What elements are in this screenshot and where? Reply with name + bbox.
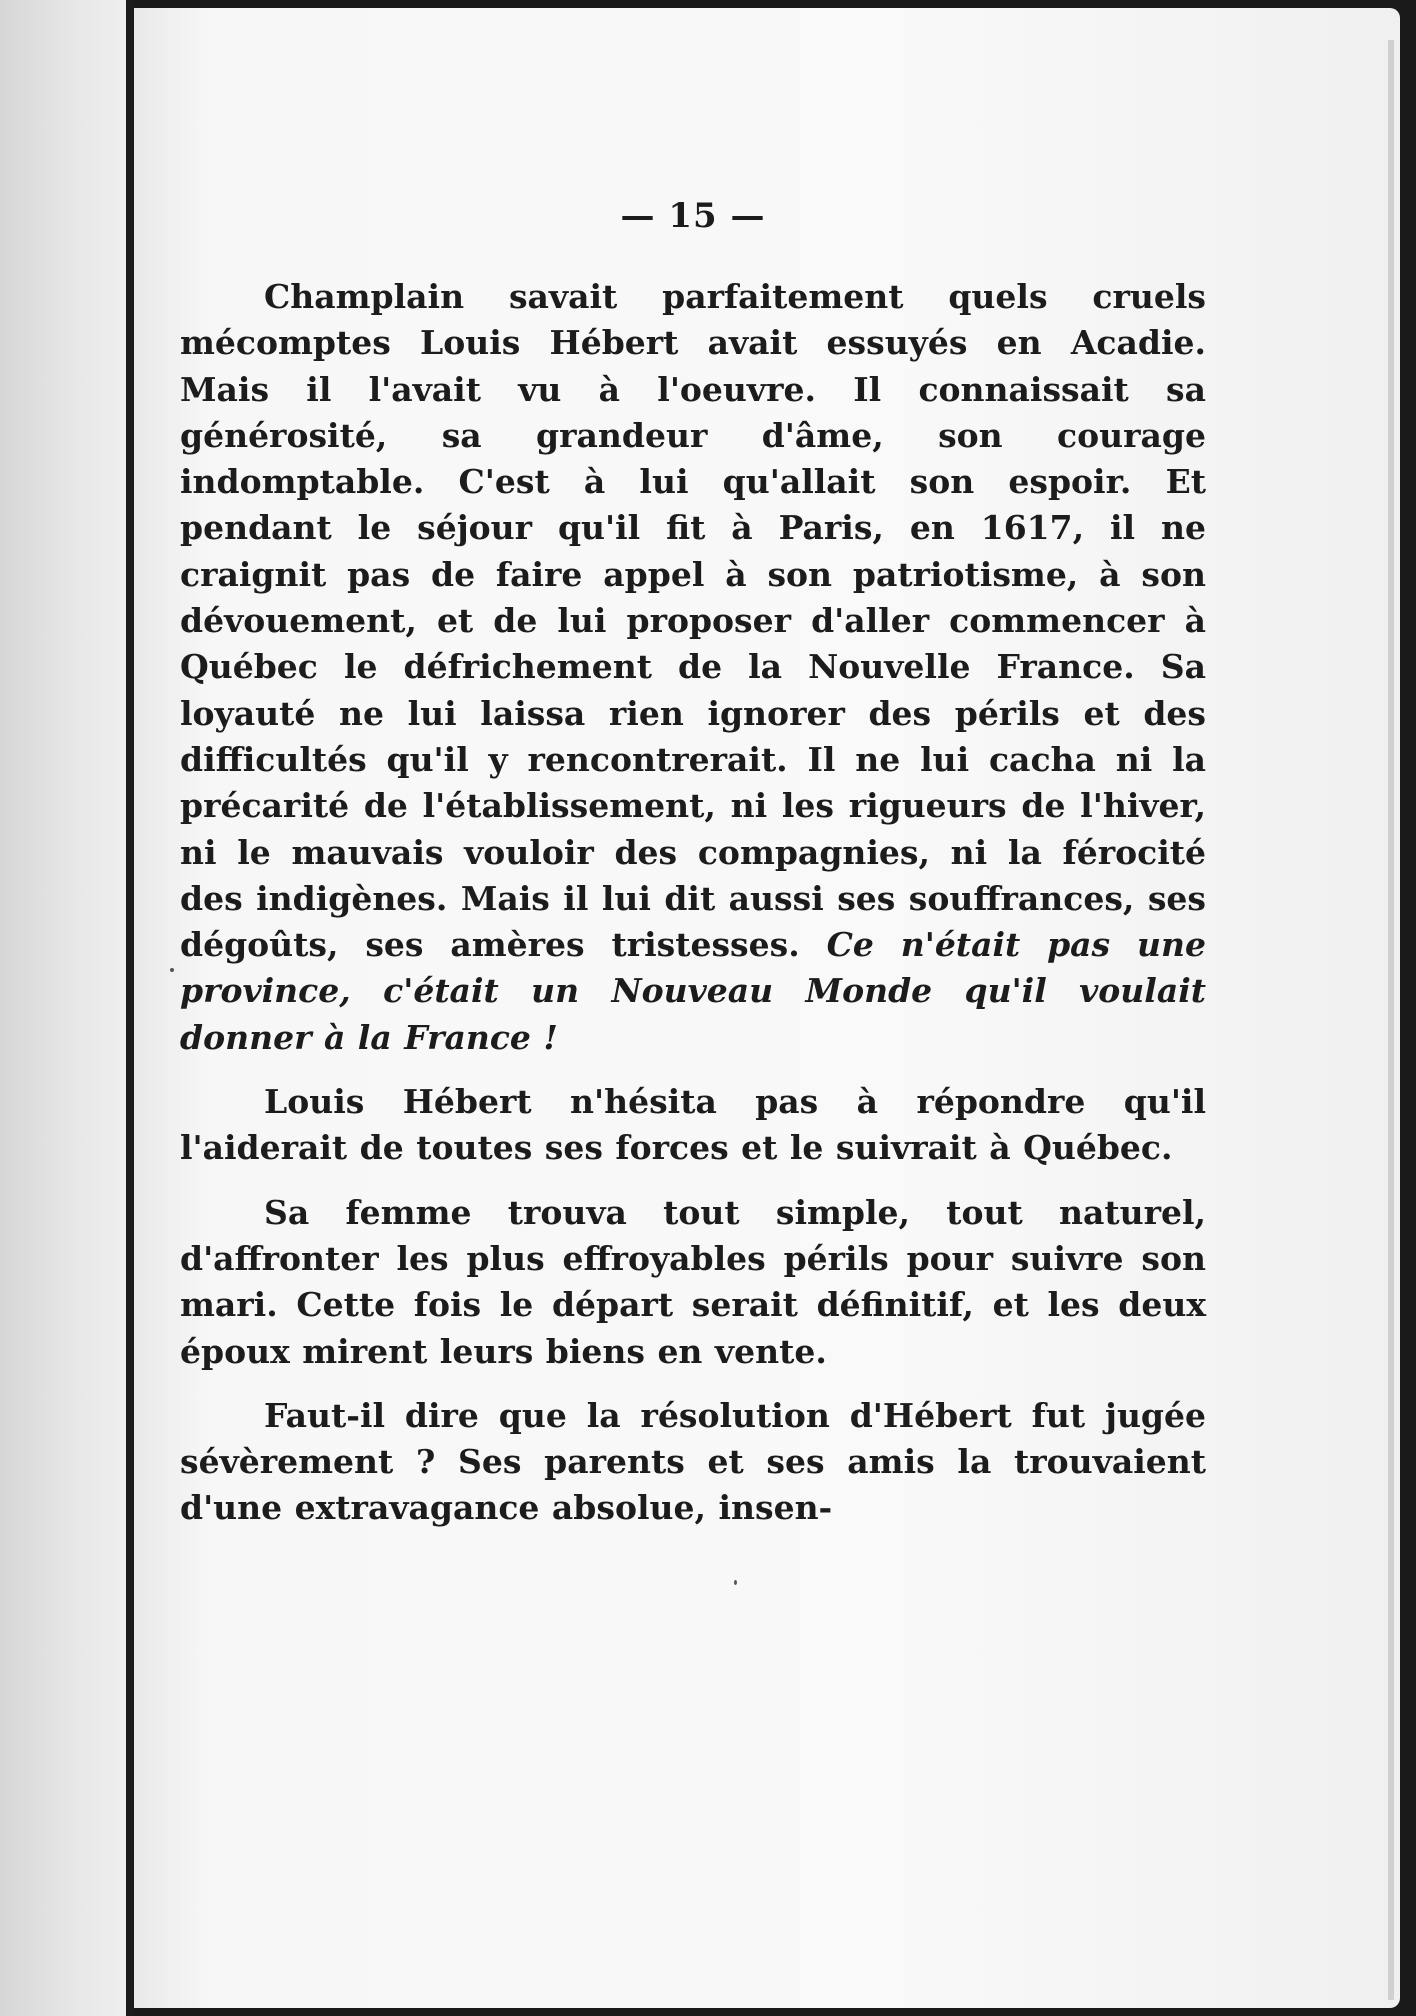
page-right-edge bbox=[1388, 40, 1394, 2000]
paragraph-text: Faut-il dire que la résolution d'Hébert fut jugée sévèrement ? Ses parents et ses amis la trouvaient d'une extravagance absolue, insen- bbox=[180, 1395, 1206, 1528]
paragraph-wife bbox=[180, 1190, 1206, 1375]
paragraph-hebert-reply bbox=[180, 1079, 1206, 1172]
italic-quote: Ce n'était pas une province, c'était un Nouveau Monde qu'il voulait donner à la France ! bbox=[180, 925, 1206, 1057]
paper-speck bbox=[170, 968, 174, 972]
paragraph-judgement bbox=[180, 1393, 1206, 1532]
paper-speck bbox=[734, 1580, 737, 1585]
book-gutter bbox=[126, 0, 134, 2016]
page-number: — 15 — bbox=[620, 196, 766, 236]
paragraph-champlain bbox=[180, 274, 1206, 1061]
paragraph-text: Champlain savait parfaitement quels cruels mécomptes Louis Hébert avait essuyés en Acadie. Mais il l'avait vu à l'oeuvre. Il connaissait sa générosité, sa grandeur d'âme, son courage indomptable. C'est à lui qu'allait son espoir. Et pendant le séjour qu'il fit à Paris, en 1617, il ne craignit pas de faire appel à son patriotisme, à son dévouement, et de lui proposer d'aller commencer à Québec le défrichement de la Nouvelle France. Sa loyauté ne lui laissa rien ignorer des périls et des difficultés qu'il y rencontrerait. Il ne lui cacha ni la précarité de l'établissement, ni les rigueurs de l'hiver, ni le mauvais vouloir des compagnies, ni la férocité des indigènes. Mais il lui dit aussi ses souffrances, ses dégoûts, ses amères tristesses. bbox=[180, 277, 1206, 965]
page-text bbox=[180, 186, 1206, 1550]
paragraph-text: Sa femme trouva tout simple, tout naturel, d'affronter les plus effroyables périls pour suivre son mari. Cette fois le départ serait définitif, et les deux époux mirent leurs biens en vente. bbox=[180, 1192, 1206, 1371]
paragraph-text: Louis Hébert n'hésita pas à répondre qu'il l'aiderait de toutes ses forces et le suivrait à Québec. bbox=[180, 1082, 1206, 1168]
previous-page-edge bbox=[0, 0, 126, 2016]
